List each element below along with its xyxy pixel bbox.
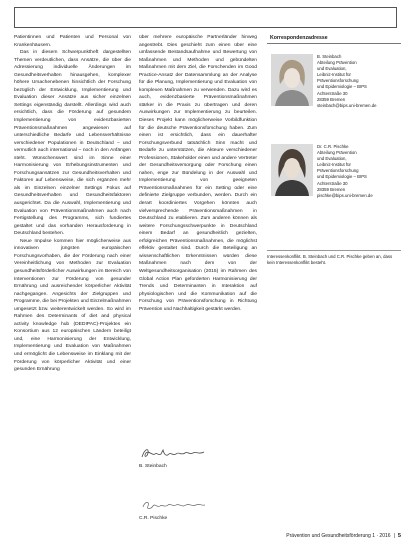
contact-line: Präventionsforschung bbox=[317, 168, 359, 174]
contact-pischke bbox=[267, 144, 401, 224]
author-photo bbox=[271, 54, 313, 106]
contact-line: Leibniz-Institut für bbox=[317, 162, 351, 168]
page-footer bbox=[286, 532, 401, 540]
contact-line: und Evaluation, bbox=[317, 66, 347, 72]
signature-name: B. Steinbach bbox=[139, 464, 167, 469]
paragraph: Das in diesem Schwerpunktheft dargestellten Themen verdeutlichen, dass Ansätze, die über die Adressierung individuelle Änderungen im Gesundheitsverhalten hinausgehen, komplexer höhere Ursachenebenen hinsichtlich der Forschung bezüglich der Entwicklung, Implementierung und Evaluation dieser Ansätze aus sicher einzelnen Settings eigenständig darstellt. Allerdings wird auch ersichtlich, dass die Förderung auf gesundem Implementierung von evidenzbasierten Präventionsmaßnahmen angewiesen auf unterschiedliche Bedarfe und Lebensverhältnisse verschiedener Populationen in Deutschland – und vermutlich auch international – noch in den Anfängen steht. Wünschenswert sind im Sinne einer Harmonisierung von Erhebungsinstrumenten und Forschungsansätzen zur Gesundheitsverhalten und Faktoren auf Lebensweise, die sich ergänzen mehr als im Einzelnen einzelner Settings Fokus auf Gesundheitsverhalten und Gesundheitsfaktoren ausgerichtet. Da die Auswahl, Implementierung und Evaluation von Präventionsmaßnahmen auch nach Fertigstellung des Programms, sich fundiertes gestaltet und das vorhanden Herausforderung in Deutschland bestehen. bbox=[14, 50, 131, 237]
contact-line: Achterstraße 30 bbox=[317, 180, 348, 186]
signature-image bbox=[139, 497, 209, 513]
signature-name: C.R. Pischke bbox=[139, 516, 168, 521]
contact-line: Präventionsforschung bbox=[317, 78, 359, 84]
contact-email[interactable]: pischke@bips.uni-bremen.de bbox=[317, 192, 373, 198]
signature-image bbox=[139, 445, 209, 461]
signature-block-steinbach bbox=[139, 445, 257, 470]
footer-separator: | bbox=[393, 533, 395, 539]
contact-email[interactable]: steinbach@bips.uni-bremen.de bbox=[317, 102, 377, 108]
sidebar-title: Korrespondenzadresse bbox=[267, 34, 401, 44]
issue-number: 1 · 2016 bbox=[372, 533, 391, 539]
paragraph: Patientinnen und Patienten und Personal von Krankenhäusern. bbox=[14, 35, 131, 48]
contact-line: B. Steinbach bbox=[317, 54, 342, 59]
paragraph: über mehrere europäische Partnerländer hinweg angestrebt. Dies geschieht zum einen über eine umfassende Bestandsaufnahme und Bewertung von Maßnahmen und Methoden und gebündelten Maßnahmen mit dem Ziel, die Forschenden im Good Practice-Ansatz der Datensammlung an der Analyse für die Planung, Implementierung und Evaluation von komplexen Maßnahmen zu verwenden. Dazu wird es auch, evidenzbasierte Präventionsmaßnahmen stärker in die Praxis zu übertragen und deren Auswirkungen zur Implementierung zu beurteilen. Dieses Projekt kann möglicherweise Vorbildfunktion für die deutsche Präventionsforschung haben. Zum einen ist ersichtlich, dass ein dauerhafter Forschungsverbund tatsächlich Sinn macht und Bedarfe zu unterstützen, die Akteure verschiedener Professionen, Stakeholder einen und andere Vertreter der Gesundheitsversorgung oder Forschung einen nahen, enge zur Bündelung in der Auswahl und Implementierung von geeigneten Präventionsmaßnahmen für ein Setting oder eine definierte Zielgruppe verbunden, werden. Durch ein derart koordiniertes Vorgehen könnten auch vielversprechende Präventionsmaßnahmen in Deutschland zu etablieren. Zum anderen können als weitere Forschungsschwerpunkte in Deutschland einem Bedarf an gesundheitlich gezielten, erfolgreichen Präventionsmaßnahmen, die möglichst effektiv gestaltet sind. Durch die Beteiligung an wissenschaftlichen Erkenntnissen würden diese Maßnahmen nach dem von der Weltgesundheitsorganisation (2015) im Rahmen des Global Action Plan geforderten Harmonisierung der Trends und Determinanten in Interaktion auf physiologischen und die Kommunikation auf die Forschung von Präventionsforschung in Richtung Prävention und Nachhaltigkeit gestärkt werden. bbox=[139, 35, 257, 312]
contact-line: Abteilung Prävention bbox=[317, 60, 357, 66]
contact-line: Abteilung Prävention bbox=[317, 150, 357, 156]
conflict-of-interest-note: Interessenkonflikt. B. Steinbach und C.R. Pischke geben an, dass kein Interessenkonflikt besteht. bbox=[267, 250, 401, 266]
paragraph: Neue Impulse kommen hier möglicherweise aus innovativen jüngsten europäischen Forschungsvorhaben, die der Förderung nach einer Vereinheitlichung von Methoden zur Evaluation gesundheitsförderlicher Auswirkungen im Bereich von Interventionen zur Förderung von gesunder Ernährung und ausreichender körperlicher Aktivität nachgegangen. Angesichts der Zielgruppen und Programme, die bei Projekten und Einzelmaßnahmen umgesetzt bzw. weiterentwickelt werden. So wird im Rahmen des Determinants of diet and physical activity knowledge hub (DEDIPAC)-Projektes ein Konsortium aus 12 europäischen Ländern beteiligt und, eine Harmonisierung der Entwicklung, Implementierung und Evaluation von Maßnahmen und ermöglicht die Lebensweise im Einklang mit der Förderung von körperlicher Aktivität und einer gesunden Ernährung bbox=[14, 238, 131, 373]
contact-line: und Epidemiologie – BIPS bbox=[317, 174, 367, 180]
contact-line: und Evaluation, bbox=[317, 156, 347, 162]
text-column-2 bbox=[139, 34, 257, 313]
contact-steinbach bbox=[267, 54, 401, 134]
contact-details bbox=[317, 54, 399, 109]
header-box bbox=[14, 7, 397, 28]
journal-name: Prävention und Gesundheitsförderung bbox=[286, 533, 371, 539]
contact-line: Leibniz-Institut für bbox=[317, 72, 351, 78]
contact-line: und Epidemiologie – BIPS bbox=[317, 84, 367, 90]
contact-line: 28359 Bremen bbox=[317, 96, 346, 102]
author-photo bbox=[271, 144, 313, 196]
contact-details bbox=[317, 144, 399, 199]
contact-line: Dr. C.R. Pischke bbox=[317, 144, 349, 149]
contact-line: Achterstraße 30 bbox=[317, 90, 348, 96]
page-number: 5 bbox=[397, 533, 401, 539]
contact-line: 28359 Bremen bbox=[317, 186, 346, 192]
correspondence-sidebar bbox=[267, 34, 401, 224]
signature-block-pischke bbox=[139, 497, 257, 522]
text-column-1 bbox=[14, 34, 131, 374]
